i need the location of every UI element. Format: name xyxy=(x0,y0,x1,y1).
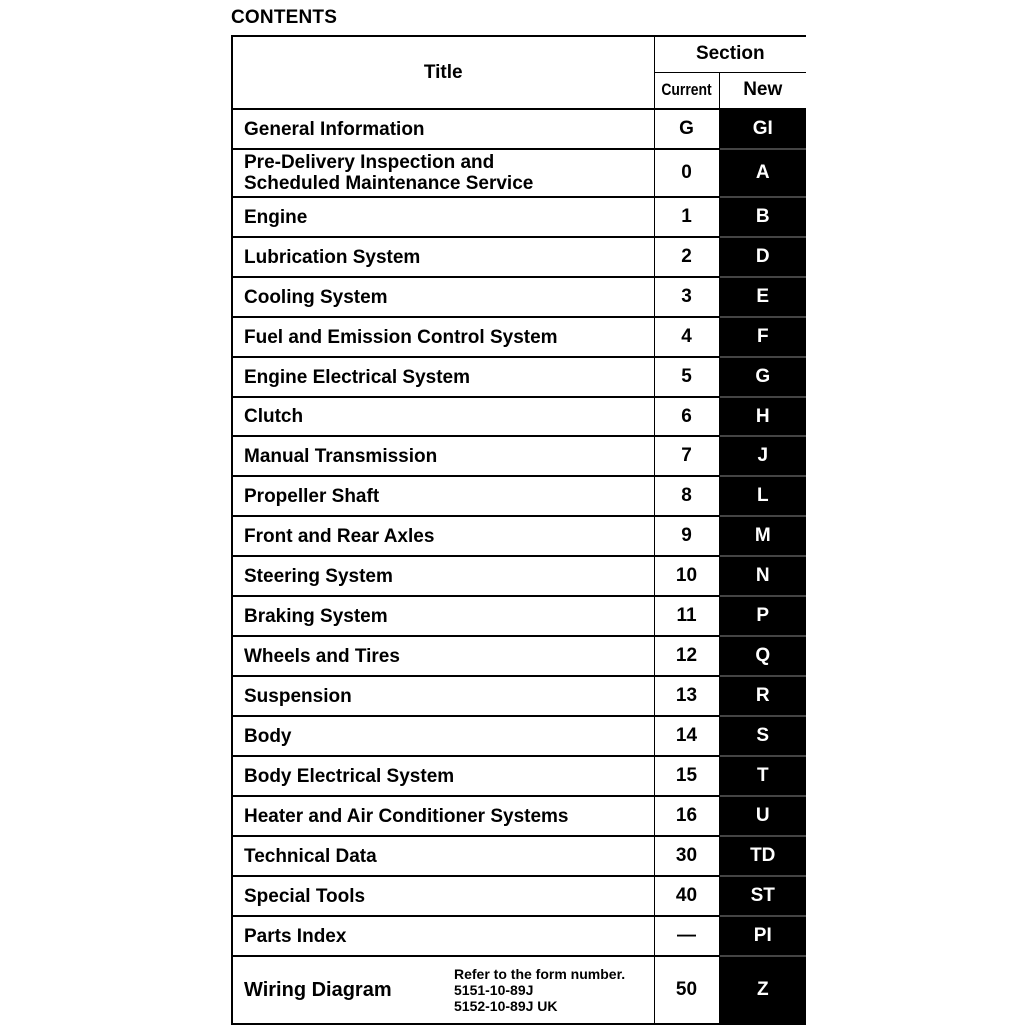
row-new-section: Z xyxy=(719,956,806,1024)
table-row xyxy=(232,916,806,956)
row-title xyxy=(232,596,654,636)
row-new-section: E xyxy=(719,277,806,317)
table-row xyxy=(232,636,806,676)
row-title xyxy=(232,436,654,476)
row-current-section: 40 xyxy=(654,876,719,916)
form-number-note xyxy=(454,966,625,1014)
row-new-section: L xyxy=(719,476,806,516)
row-title xyxy=(232,636,654,676)
table-row xyxy=(232,756,806,796)
row-new-section: H xyxy=(719,397,806,436)
table-row xyxy=(232,397,806,436)
row-title xyxy=(232,237,654,277)
row-new-section: PI xyxy=(719,916,806,956)
table-row xyxy=(232,237,806,277)
row-title xyxy=(232,109,654,149)
row-new-section: F xyxy=(719,317,806,357)
row-title-line: General Information xyxy=(244,118,425,140)
row-current-section: 5 xyxy=(654,357,719,397)
row-current-section: 7 xyxy=(654,436,719,476)
row-title-line: Special Tools xyxy=(244,885,366,907)
row-title xyxy=(232,516,654,556)
row-title-line: Cooling System xyxy=(244,286,388,308)
row-new-section: N xyxy=(719,556,806,596)
title-column-header: Title xyxy=(232,36,654,109)
row-current-section: 1 xyxy=(654,197,719,237)
row-title-line: Suspension xyxy=(244,685,352,707)
row-current-section: 10 xyxy=(654,556,719,596)
row-new-section: ST xyxy=(719,876,806,916)
row-title-line: Body xyxy=(244,725,292,747)
row-title-line: Lubrication System xyxy=(244,246,421,268)
row-new-section: GI xyxy=(719,109,806,149)
table-row xyxy=(232,876,806,916)
row-new-section: D xyxy=(719,237,806,277)
row-title-line: Wheels and Tires xyxy=(244,645,400,667)
row-title-line: Scheduled Maintenance Service xyxy=(244,173,534,194)
row-title xyxy=(232,676,654,716)
table-row-wiring xyxy=(232,956,806,1024)
row-current-section: 50 xyxy=(654,956,719,1024)
row-title-line: Propeller Shaft xyxy=(244,485,380,507)
row-title-line: Braking System xyxy=(244,605,388,627)
row-title-line: Parts Index xyxy=(244,925,347,947)
form-number-line: 5152-10-89J UK xyxy=(454,998,558,1014)
row-title xyxy=(232,556,654,596)
row-title xyxy=(232,916,654,956)
table-row xyxy=(232,197,806,237)
row-current-section: 30 xyxy=(654,836,719,876)
row-new-section: T xyxy=(719,756,806,796)
table-row xyxy=(232,357,806,397)
row-new-section: J xyxy=(719,436,806,476)
row-current-section: 14 xyxy=(654,716,719,756)
row-new-section: S xyxy=(719,716,806,756)
table-row xyxy=(232,516,806,556)
row-title xyxy=(232,317,654,357)
new-column-header: New xyxy=(719,72,806,109)
row-new-section: U xyxy=(719,796,806,836)
row-title-line: Heater and Air Conditioner Systems xyxy=(244,805,569,827)
row-new-section: TD xyxy=(719,836,806,876)
row-title xyxy=(232,397,654,436)
row-current-section: 16 xyxy=(654,796,719,836)
table-row xyxy=(232,436,806,476)
current-column-header: Current xyxy=(660,72,713,109)
table-row xyxy=(232,476,806,516)
row-new-section: B xyxy=(719,197,806,237)
wiring-diagram-title: Wiring Diagram xyxy=(244,978,392,1001)
row-current-section: 3 xyxy=(654,277,719,317)
table-row xyxy=(232,109,806,149)
row-current-section: 9 xyxy=(654,516,719,556)
row-current-section: 8 xyxy=(654,476,719,516)
row-current-section: G xyxy=(654,109,719,149)
row-title-line: Steering System xyxy=(244,565,393,587)
table-row xyxy=(232,676,806,716)
table-row xyxy=(232,149,806,197)
row-title xyxy=(232,277,654,317)
row-title xyxy=(232,756,654,796)
row-current-section: 15 xyxy=(654,756,719,796)
row-title-line: Front and Rear Axles xyxy=(244,525,435,547)
contents-table xyxy=(231,35,806,1025)
table-row xyxy=(232,796,806,836)
row-new-section: G xyxy=(719,357,806,397)
row-current-section: 2 xyxy=(654,237,719,277)
table-row xyxy=(232,716,806,756)
page-title: CONTENTS xyxy=(231,7,338,28)
row-title xyxy=(232,476,654,516)
row-new-section: P xyxy=(719,596,806,636)
row-new-section: R xyxy=(719,676,806,716)
row-title xyxy=(232,357,654,397)
row-title-line: Pre-Delivery Inspection and xyxy=(244,152,495,173)
row-title xyxy=(232,796,654,836)
table-row xyxy=(232,277,806,317)
row-current-section: 4 xyxy=(654,317,719,357)
row-title-line: Clutch xyxy=(244,406,304,427)
contents-rows xyxy=(232,109,806,1024)
row-title-line: Engine Electrical System xyxy=(244,366,470,388)
row-new-section: M xyxy=(719,516,806,556)
section-column-header: Section xyxy=(654,36,806,72)
row-title-line: Technical Data xyxy=(244,845,377,867)
row-title-line: Manual Transmission xyxy=(244,445,438,467)
row-current-section: 0 xyxy=(654,149,719,197)
row-title-line: Body Electrical System xyxy=(244,765,455,787)
row-current-section: 6 xyxy=(654,397,719,436)
form-number-line: Refer to the form number. xyxy=(454,966,626,982)
row-current-section: 13 xyxy=(654,676,719,716)
row-new-section: Q xyxy=(719,636,806,676)
row-current-section: 12 xyxy=(654,636,719,676)
row-current-section: — xyxy=(654,916,719,956)
row-title xyxy=(232,836,654,876)
row-title xyxy=(232,149,654,197)
table-row xyxy=(232,836,806,876)
table-row xyxy=(232,317,806,357)
row-title-line: Fuel and Emission Control System xyxy=(244,326,558,348)
row-title-line: Engine xyxy=(244,206,308,228)
table-row xyxy=(232,556,806,596)
row-title xyxy=(232,716,654,756)
row-title xyxy=(232,956,654,1024)
row-title xyxy=(232,197,654,237)
row-new-section: A xyxy=(719,149,806,197)
table-row xyxy=(232,596,806,636)
row-current-section: 11 xyxy=(654,596,719,636)
row-title xyxy=(232,876,654,916)
form-number-line: 5151-10-89J xyxy=(454,982,534,998)
